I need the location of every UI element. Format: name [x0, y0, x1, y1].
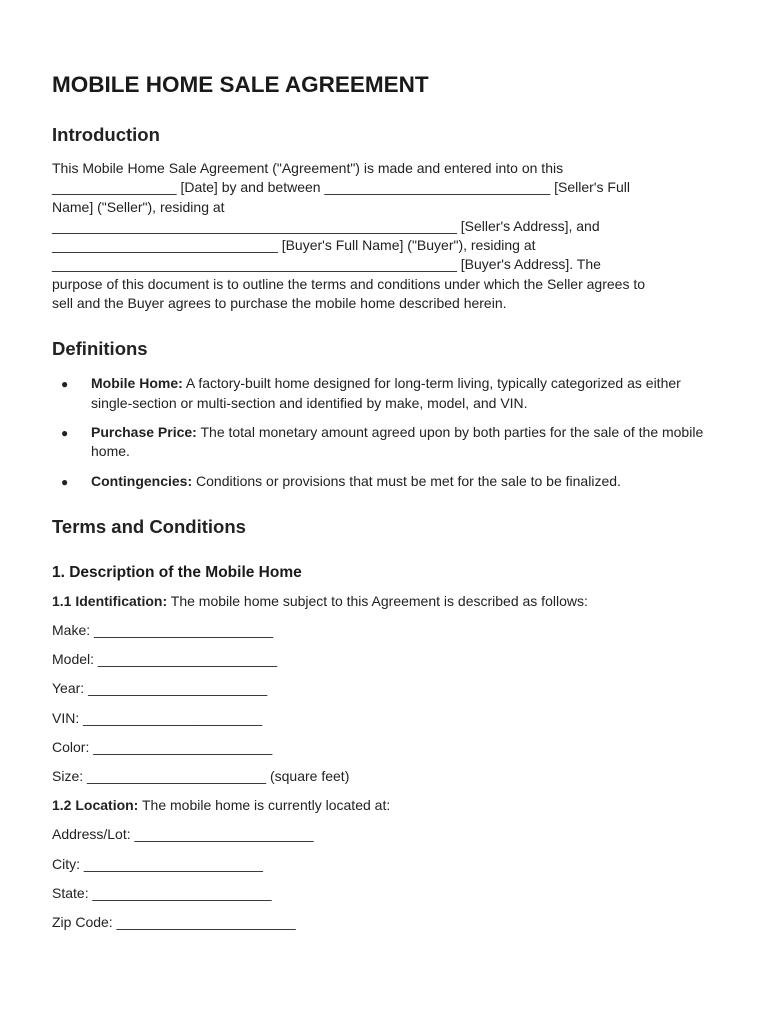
intro-line: _____________________________ [Buyer's Full Name] ("Buyer"), residing at — [52, 237, 536, 254]
intro-line: Name] ("Seller"), residing at — [52, 198, 225, 215]
definitions-list — [52, 374, 720, 490]
section-1-heading: 1. Description of the Mobile Home — [52, 563, 302, 581]
definition-item — [52, 423, 720, 462]
model-field: Model: _______________________ — [52, 651, 277, 668]
introduction-heading: Introduction — [52, 124, 160, 145]
definition-item — [52, 472, 720, 491]
location-text: The mobile home is currently located at: — [138, 797, 391, 814]
city-field: City: _______________________ — [52, 855, 263, 872]
definition-term: Mobile Home: — [91, 375, 183, 392]
identification-paragraph — [52, 592, 720, 621]
intro-line: ____________________________________________________ [Seller's Address], and — [52, 217, 600, 234]
document-page — [52, 70, 720, 942]
definition-term: Purchase Price: — [91, 423, 197, 440]
definition-text: A factory-built home designed for long-term living, typically categorized as either single-section or multi-section and identified by make, model, and VIN. — [91, 375, 681, 411]
definition-term: Contingencies: — [91, 472, 193, 489]
state-field: State: _______________________ — [52, 884, 272, 901]
location-label: 1.2 Location: — [52, 797, 139, 814]
bullet-icon: ● — [61, 474, 69, 489]
terms-heading: Terms and Conditions — [52, 515, 246, 537]
definition-item — [52, 374, 720, 413]
intro-line: ________________ [Date] by and between _____________________________ [Seller's Full — [52, 179, 630, 196]
color-field: Color: _______________________ — [52, 738, 273, 755]
intro-line: ____________________________________________________ [Buyer's Address]. The — [52, 256, 601, 273]
vin-field: VIN: _______________________ — [52, 709, 263, 726]
bullet-icon: ● — [61, 377, 69, 392]
identification-text: The mobile home subject to this Agreement is described as follows: — [167, 592, 588, 609]
address-field: Address/Lot: _______________________ — [52, 826, 314, 843]
intro-line: purpose of this document is to outline the terms and conditions under which the Seller agrees to — [52, 275, 646, 292]
definition-text: The total monetary amount agreed upon by both parties for the sale of the mobile home. — [91, 423, 704, 460]
intro-line: sell and the Buyer agrees to purchase the mobile home described herein. — [52, 295, 507, 312]
document-title: MOBILE HOME SALE AGREEMENT — [52, 72, 429, 97]
year-field: Year: _______________________ — [52, 680, 268, 697]
intro-line: This Mobile Home Sale Agreement ("Agreement") is made and entered into on this — [52, 160, 564, 176]
introduction-paragraph — [52, 159, 720, 313]
location-paragraph — [52, 796, 720, 825]
zip-field: Zip Code: _______________________ — [52, 913, 296, 930]
make-field: Make: _______________________ — [52, 622, 274, 639]
definitions-heading: Definitions — [52, 338, 148, 360]
size-field: Size: _______________________ (square feet) — [52, 767, 350, 784]
bullet-icon: ● — [61, 425, 69, 440]
identification-label: 1.1 Identification: — [52, 592, 168, 609]
definition-text: Conditions or provisions that must be met for the sale to be finalized. — [192, 472, 621, 489]
